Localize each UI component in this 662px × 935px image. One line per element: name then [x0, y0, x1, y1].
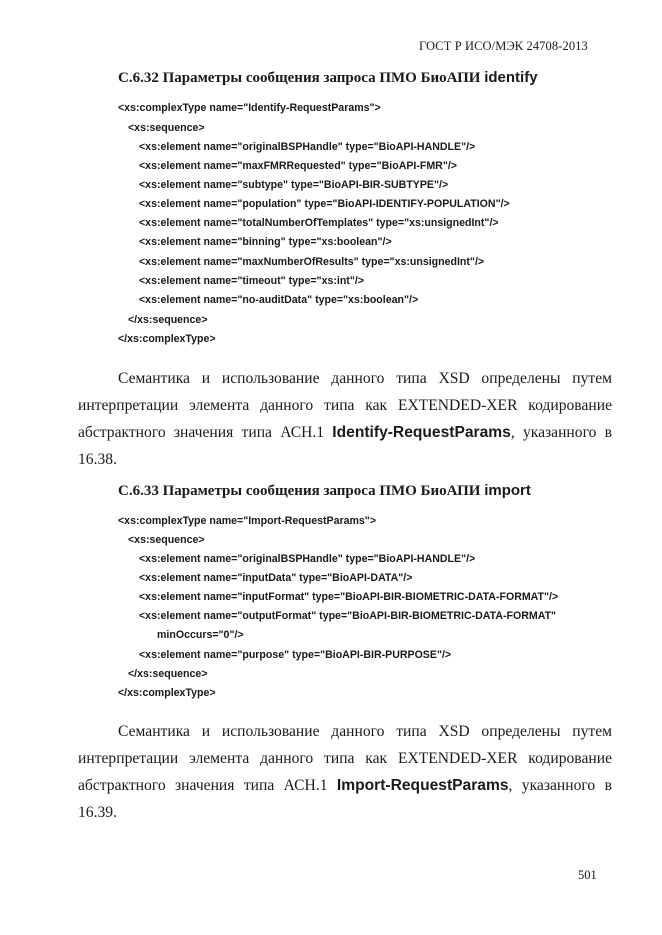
code-line: <xs:element name="binning" type="xs:boolean"/> [139, 236, 392, 248]
paragraph-line [78, 772, 612, 799]
code-line: minOccurs="0"/> [157, 629, 244, 641]
heading-term: import [484, 482, 531, 499]
paragraph-text: абстрактного значения типа АСН.1 [78, 777, 328, 794]
paragraph-line: интерпретации элемента данного типа как EXTENDED-XER кодирование [78, 397, 612, 414]
paragraph-line: Семантика и использование данного типа XSD определены путем [118, 723, 612, 740]
code-line: <xs:sequence> [128, 122, 205, 134]
code-line: <xs:element name="purpose" type="BioAPI-BIR-PURPOSE"/> [139, 649, 452, 661]
code-line: <xs:element name="timeout" type="xs:int"/> [139, 275, 364, 287]
paragraph-line [78, 419, 612, 446]
code-line: <xs:element name="outputFormat" type="BioAPI-BIR-BIOMETRIC-DATA-FORMAT" [139, 610, 557, 622]
type-name: Import-RequestParams [336, 777, 509, 794]
section-heading-identify [118, 69, 538, 87]
code-line: <xs:element name="totalNumberOfTemplates" type="xs:unsignedInt"/> [139, 217, 499, 229]
code-line: </xs:complexType> [118, 687, 216, 699]
code-line: <xs:sequence> [128, 534, 205, 546]
page-number: 501 [578, 868, 597, 882]
code-line: <xs:element name="originalBSPHandle" type="BioAPI-HANDLE"/> [139, 553, 476, 565]
code-line: <xs:element name="population" type="BioAPI-IDENTIFY-POPULATION"/> [139, 198, 510, 210]
paragraph-line: 16.38. [78, 451, 117, 468]
code-line: </xs:complexType> [118, 333, 216, 345]
paragraph-import [78, 718, 612, 826]
code-line: <xs:element name="inputFormat" type="BioAPI-BIR-BIOMETRIC-DATA-FORMAT"/> [139, 591, 559, 603]
paragraph-line: 16.39. [78, 804, 117, 821]
code-line: <xs:element name="maxNumberOfResults" type="xs:unsignedInt"/> [139, 256, 485, 268]
paragraph-line: Семантика и использование данного типа XSD определены путем [118, 370, 612, 387]
type-name: Identify-RequestParams [332, 424, 511, 441]
code-line: <xs:complexType name="Import-RequestParams"> [118, 515, 377, 527]
code-line: <xs:element name="maxFMRRequested" type="BioAPI-FMR"/> [139, 160, 457, 172]
paragraph-identify [78, 365, 612, 473]
code-line: <xs:element name="no-auditData" type="xs:boolean"/> [139, 294, 419, 306]
heading-prefix: С.6.32 Параметры сообщения запроса ПМО БиоАПИ [118, 70, 481, 86]
heading-term: identify [484, 69, 538, 86]
paragraph-text: абстрактного значения типа АСН.1 [78, 424, 325, 441]
code-line: <xs:element name="subtype" type="BioAPI-BIR-SUBTYPE"/> [139, 179, 449, 191]
heading-prefix: С.6.33 Параметры сообщения запроса ПМО БиоАПИ [118, 483, 481, 499]
running-header: ГОСТ Р ИСО/МЭК 24708-2013 [419, 39, 588, 53]
code-line: <xs:element name="inputData" type="BioAPI-DATA"/> [139, 572, 413, 584]
paragraph-line: интерпретации элемента данного типа как EXTENDED-XER кодирование [78, 750, 612, 767]
code-line: </xs:sequence> [128, 314, 208, 326]
paragraph-text: , указанного в [508, 777, 612, 794]
paragraph-text: , указанного в [510, 424, 612, 441]
section-heading-import [118, 482, 531, 500]
code-line: <xs:element name="originalBSPHandle" type="BioAPI-HANDLE"/> [139, 141, 476, 153]
code-line: </xs:sequence> [128, 668, 208, 680]
code-line: <xs:complexType name="Identify-RequestParams"> [118, 102, 381, 114]
